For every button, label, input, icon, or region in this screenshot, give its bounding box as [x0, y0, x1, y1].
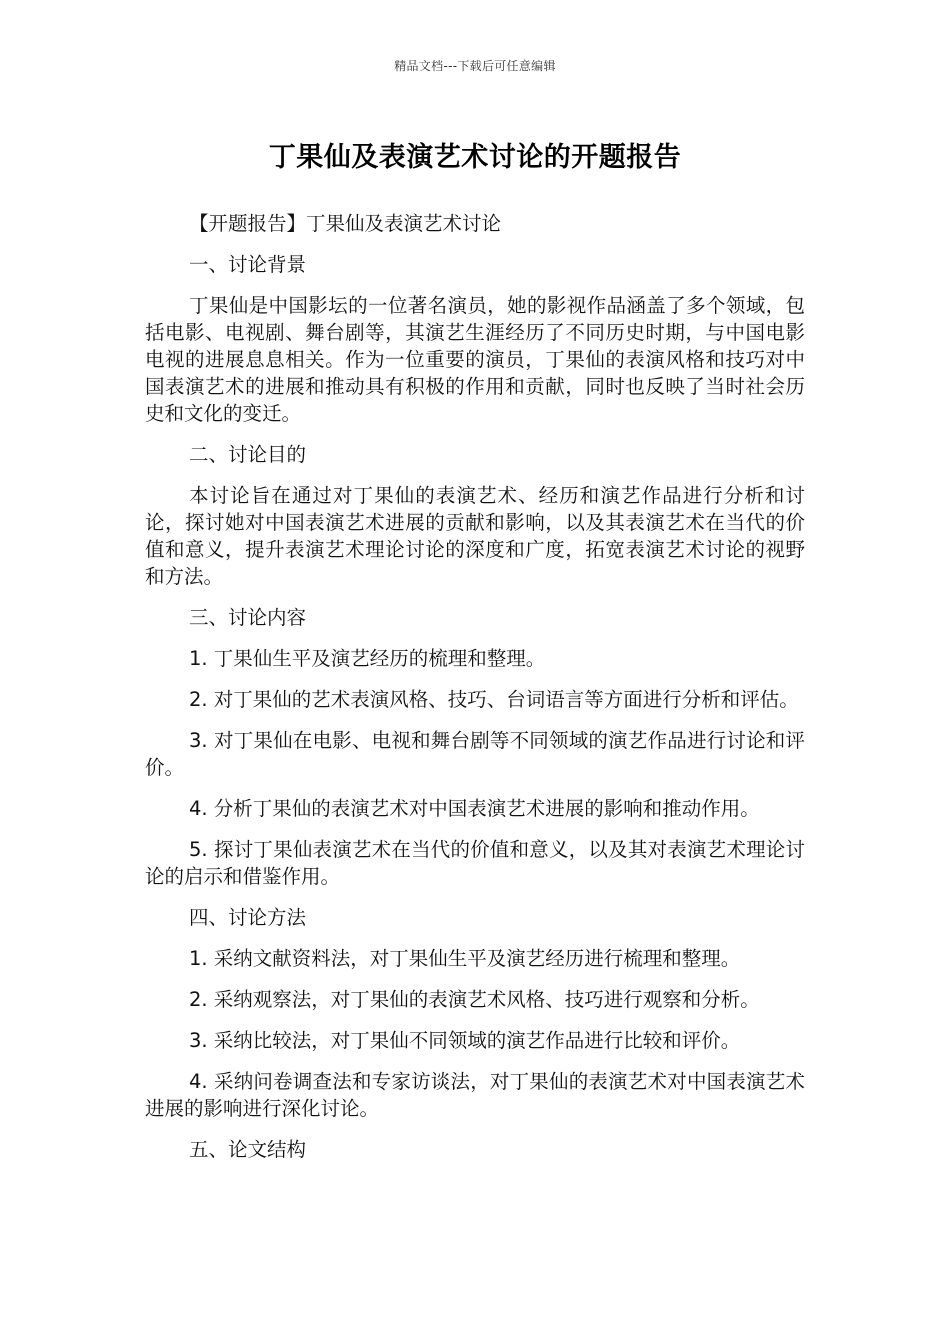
document-body: [145, 210, 805, 1177]
method-item-3: 3. 采纳比较法，对丁果仙不同领域的演艺作品进行比较和评价。: [189, 1029, 741, 1052]
paragraph-purpose: 本讨论旨在通过对丁果仙的表演艺术、经历和演艺作品进行分析和讨论，探讨她对中国表演艺术进展的贡献和影响，以及其表演艺术在当代的价值和意义，提升表演艺术理论讨论的深度和广度，拓宽表演艺术讨论的视野和方法。: [145, 484, 805, 588]
section-heading-background: 一、讨论背景: [189, 253, 307, 276]
section-heading-structure: 五、论文结构: [189, 1138, 307, 1161]
section-heading-methods: 四、讨论方法: [189, 906, 307, 929]
section-heading-content: 三、讨论内容: [189, 606, 307, 629]
content-item-4: 4. 分析丁果仙的表演艺术对中国表演艺术进展的影响和推动作用。: [189, 797, 760, 820]
method-item-4: 4. 采纳问卷调查法和专家访谈法，对丁果仙的表演艺术对中国表演艺术进展的影响进行深化讨论。: [145, 1070, 805, 1120]
document-title: 丁果仙及表演艺术讨论的开题报告: [268, 142, 682, 173]
paragraph-report-label: 【开题报告】丁果仙及表演艺术讨论: [189, 212, 502, 235]
content-item-2: 2. 对丁果仙的艺术表演风格、技巧、台词语言等方面进行分析和评估。: [189, 688, 799, 711]
content-item-5: 5. 探讨丁果仙表演艺术在当代的价值和意义，以及其对表演艺术理论讨论的启示和借鉴作用。: [145, 838, 805, 888]
paragraph-background: 丁果仙是中国影坛的一位著名演员，她的影视作品涵盖了多个领域，包括电影、电视剧、舞台剧等，其演艺生涯经历了不同历史时期，与中国电影电视的进展息息相关。作为一位重要的演员，丁果仙的表演风格和技巧对中国表演艺术的进展和推动具有积极的作用和贡献，同时也反映了当时社会历史和文化的变迁。: [145, 294, 805, 425]
content-item-3: 3. 对丁果仙在电影、电视和舞台剧等不同领域的演艺作品进行讨论和评价。: [145, 729, 805, 779]
method-item-2: 2. 采纳观察法，对丁果仙的表演艺术风格、技巧进行观察和分析。: [189, 988, 760, 1011]
header-note: 精品文档---下载后可任意编辑: [394, 59, 556, 73]
content-item-1: 1. 丁果仙生平及演艺经历的梳理和整理。: [189, 647, 546, 670]
method-item-1: 1. 采纳文献资料法，对丁果仙生平及演艺经历进行梳理和整理。: [189, 947, 741, 970]
section-heading-purpose: 二、讨论目的: [189, 443, 307, 466]
